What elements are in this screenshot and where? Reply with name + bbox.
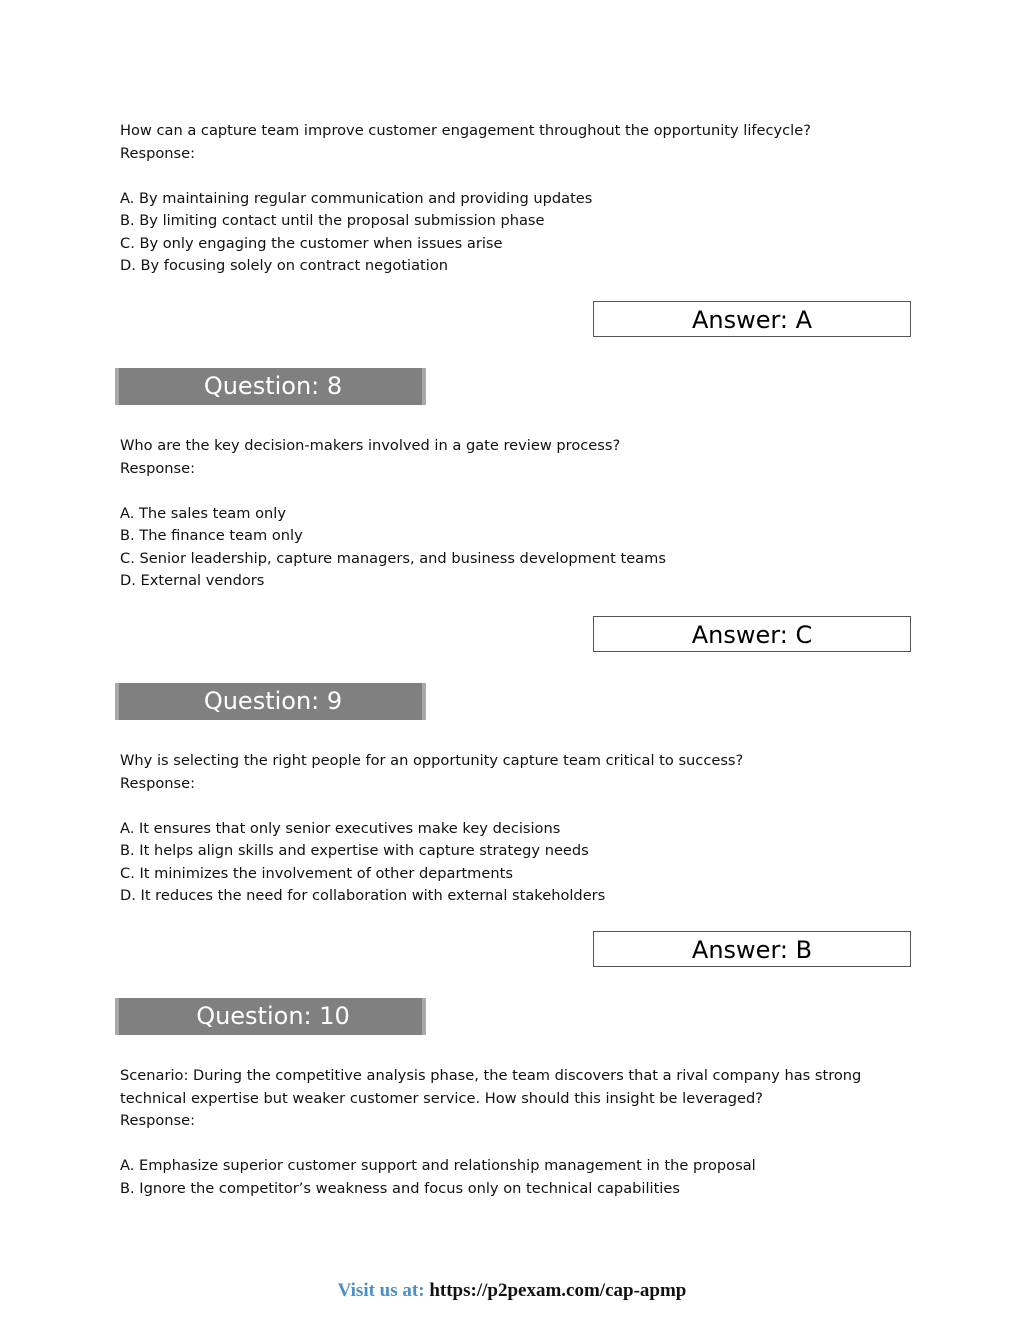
footer-url-link[interactable]: https://p2pexam.com/cap-apmp — [429, 1280, 687, 1301]
option-c: C. It minimizes the involvement of other departments — [120, 864, 513, 882]
option-a: A. It ensures that only senior executives make key decisions — [120, 819, 561, 837]
question-header-label: Question: 9 — [203, 687, 343, 715]
option-a: A. The sales team only — [120, 504, 286, 522]
option-b: B. It helps align skills and expertise with capture strategy needs — [120, 842, 589, 859]
option-b: B. The finance team only — [120, 527, 303, 544]
question-text: Who are the key decision-makers involved in a gate review process? — [120, 437, 621, 454]
question-text-line-2: technical expertise but weaker customer service. How should this insight be leveraged? — [120, 1089, 764, 1107]
question-7-body — [120, 120, 910, 278]
question-header-label: Question: 8 — [203, 372, 343, 400]
response-label: Response: — [120, 144, 196, 162]
question-header-9 — [115, 683, 426, 720]
question-header-10 — [115, 998, 426, 1035]
option-c: C. By only engaging the customer when issues arise — [120, 234, 503, 252]
option-d: D. By focusing solely on contract negotiation — [120, 257, 449, 274]
answer-box: Answer: C — [593, 616, 911, 652]
question-9-body — [120, 750, 910, 908]
option-d: D. External vendors — [120, 572, 265, 589]
option-a: A. By maintaining regular communication and providing updates — [120, 189, 593, 207]
question-10-body — [120, 1065, 910, 1200]
question-8-body — [120, 435, 910, 593]
option-d: D. It reduces the need for collaboration with external stakeholders — [120, 887, 606, 904]
option-c: C. Senior leadership, capture managers, and business development teams — [120, 549, 666, 567]
option-b: B. Ignore the competitor’s weakness and focus only on technical capabilities — [120, 1179, 680, 1197]
answer-box: Answer: A — [593, 301, 911, 337]
response-label: Response: — [120, 1112, 196, 1129]
footer — [0, 1280, 1024, 1302]
question-header-label: Question: 10 — [196, 1002, 350, 1030]
option-a: A. Emphasize superior customer support and relationship management in the proposal — [120, 1157, 756, 1174]
response-label: Response: — [120, 459, 196, 477]
footer-label: Visit us at: — [337, 1280, 425, 1301]
question-text: How can a capture team improve customer engagement throughout the opportunity lifecycle? — [120, 122, 811, 139]
question-text: Why is selecting the right people for an opportunity capture team critical to success? — [120, 752, 744, 769]
option-b: B. By limiting contact until the proposal submission phase — [120, 212, 545, 229]
response-label: Response: — [120, 774, 196, 792]
answer-box: Answer: B — [593, 931, 911, 967]
question-text: Scenario: During the competitive analysis phase, the team discovers that a rival company has strong — [120, 1067, 862, 1084]
question-header-8 — [115, 368, 426, 405]
